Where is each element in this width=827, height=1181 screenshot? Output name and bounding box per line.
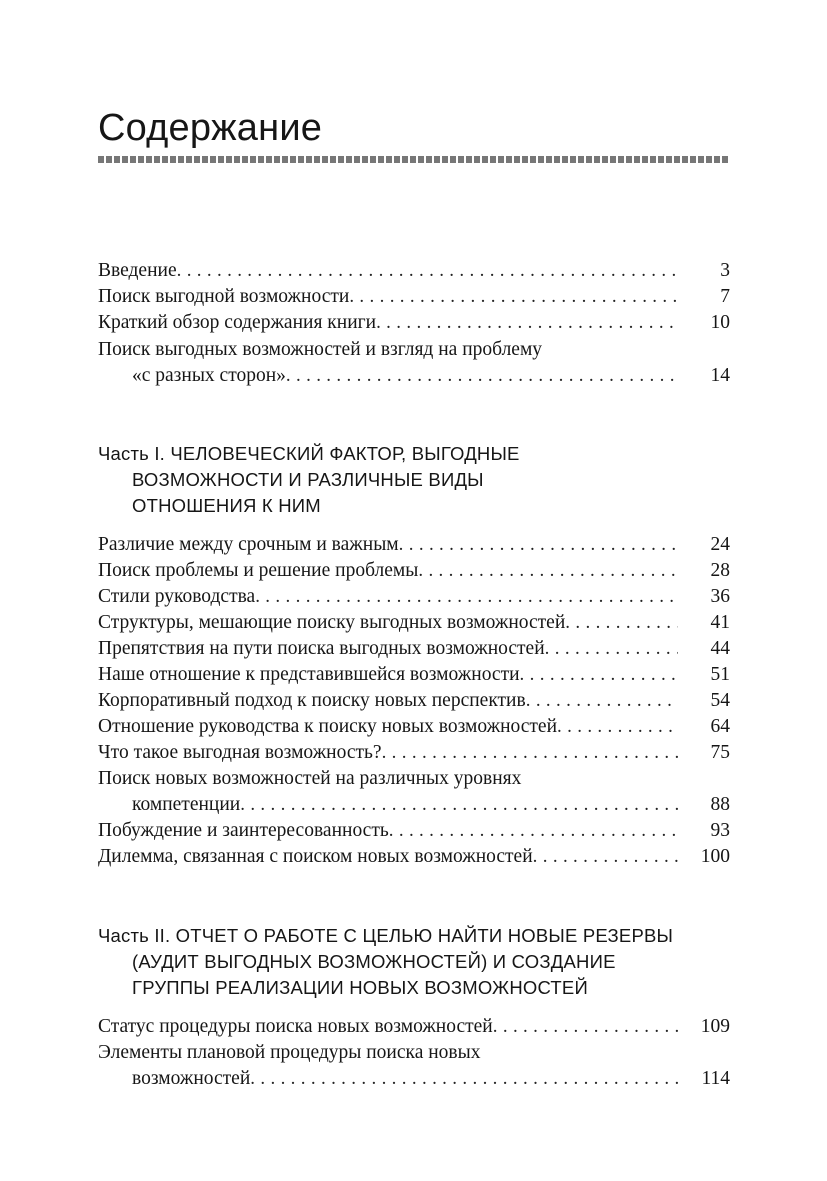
toc-entry-title: Отношение руководства к поиску новых возможностей: [98, 716, 558, 737]
toc-entry-title: Краткий обзор содержания книги: [98, 312, 377, 333]
leader-dots: [565, 610, 678, 636]
page-title: Содержание: [98, 107, 323, 149]
toc-entry-page: 36: [710, 586, 730, 607]
toc-entry-title: Различие между срочным и важным: [98, 534, 399, 555]
leader-dots: [493, 1014, 678, 1040]
toc-entry-title: Поиск выгодной возможности: [98, 286, 350, 307]
toc-entry-title: Побуждение и заинтересованность: [98, 820, 389, 841]
toc-entry-title: Что такое выгодная возможность?: [98, 742, 382, 763]
toc-entry-title: Дилемма, связанная с поиском новых возможностей: [98, 846, 533, 867]
toc-entry-page: 10: [710, 312, 730, 333]
leader-dots: [286, 363, 678, 389]
part1-heading-line3: ОТНОШЕНИЯ К НИМ: [132, 495, 321, 516]
toc-entry-different-angles[interactable]: [132, 363, 730, 389]
toc-entry-page: 109: [700, 1016, 730, 1037]
toc-entry-title: Поиск проблемы и решение проблемы: [98, 560, 419, 581]
toc-entry-page: 114: [701, 1068, 730, 1089]
part1-heading-line1[interactable]: Часть I. ЧЕЛОВЕЧЕСКИЙ ФАКТОР, ВЫГОДНЫЕ: [98, 443, 520, 464]
leader-dots: [177, 258, 678, 284]
part2-heading-line3: ГРУППЫ РЕАЛИЗАЦИИ НОВЫХ ВОЗМОЖНОСТЕЙ: [132, 977, 588, 998]
toc-entry-page: 100: [700, 846, 730, 867]
toc-entry-page: 7: [720, 286, 730, 307]
toc-entry-title: Наше отношение к представившейся возможности: [98, 664, 520, 685]
part1-heading-line2: ВОЗМОЖНОСТИ И РАЗЛИЧНЫЕ ВИДЫ: [132, 469, 484, 490]
toc-entry-title: Структуры, мешающие поиску выгодных возможностей: [98, 612, 566, 633]
toc-entry-management-styles[interactable]: [98, 584, 730, 610]
toc-entry-title: Стили руководства: [98, 586, 256, 607]
toc-entry-procedure-elements[interactable]: [132, 1066, 730, 1092]
toc-entry-corporate-approach[interactable]: [98, 688, 730, 714]
toc-entry-book-overview[interactable]: [98, 310, 730, 336]
toc-entry-page: 24: [710, 534, 730, 555]
toc-entry-urgent-vs-important[interactable]: [98, 532, 730, 558]
toc-entry-our-attitude[interactable]: [98, 662, 730, 688]
leader-dots: [255, 584, 678, 610]
toc-entry-obstacles[interactable]: [98, 636, 730, 662]
toc-entry-procedure-status[interactable]: [98, 1014, 730, 1040]
toc-entry-title: Препятствия на пути поиска выгодных возможностей: [98, 638, 545, 659]
leader-dots: [399, 532, 678, 558]
toc-entry-page: 64: [710, 716, 730, 737]
leader-dots: [376, 310, 678, 336]
leader-dots: [349, 284, 678, 310]
toc-entry-page: 41: [710, 612, 730, 633]
toc-entry-page: 54: [710, 690, 730, 711]
leader-dots: [382, 740, 678, 766]
toc-entry-competence-levels-line1[interactable]: Поиск новых возможностей на различных уровнях: [98, 768, 522, 789]
toc-entry-page: 14: [710, 365, 730, 386]
part2-heading-line2: (АУДИТ ВЫГОДНЫХ ВОЗМОЖНОСТЕЙ) И СОЗДАНИЕ: [132, 951, 616, 972]
leader-dots: [418, 558, 678, 584]
toc-entry-dilemma[interactable]: [98, 844, 730, 870]
toc-entry-competence-levels[interactable]: [132, 792, 730, 818]
leader-dots: [557, 714, 678, 740]
toc-entry-procedure-elements-line1[interactable]: Элементы плановой процедуры поиска новых: [98, 1042, 481, 1063]
toc-entry-page: 93: [710, 820, 730, 841]
toc-entry-title: Введение: [98, 260, 177, 281]
leader-dots: [240, 792, 678, 818]
toc-entry-title: возможностей: [132, 1068, 251, 1089]
leader-dots: [250, 1066, 678, 1092]
toc-entry-title: компетенции: [132, 794, 241, 815]
toc-entry-what-is-opportunity[interactable]: [98, 740, 730, 766]
toc-entry-page: 44: [710, 638, 730, 659]
toc-entry-page: 28: [710, 560, 730, 581]
toc-entry-intro[interactable]: [98, 258, 730, 284]
toc-entry-page: 51: [710, 664, 730, 685]
toc-entry-different-angles-line1[interactable]: Поиск выгодных возможностей и взгляд на проблему: [98, 339, 543, 360]
leader-dots: [389, 818, 678, 844]
toc-entry-page: 75: [710, 742, 730, 763]
title-divider: [98, 156, 728, 163]
leader-dots: [533, 844, 678, 870]
leader-dots: [526, 688, 678, 714]
toc-entry-management-attitude[interactable]: [98, 714, 730, 740]
toc-entry-page: 88: [710, 794, 730, 815]
toc-entry-title: Корпоративный подход к поиску новых перспектив: [98, 690, 526, 711]
toc-entry-motivation[interactable]: [98, 818, 730, 844]
leader-dots: [545, 636, 678, 662]
part2-heading-line1[interactable]: Часть II. ОТЧЕТ О РАБОТЕ С ЦЕЛЬЮ НАЙТИ НОВЫЕ РЕЗЕРВЫ: [98, 925, 674, 946]
toc-entry-page: 3: [720, 260, 730, 281]
toc-entry-title: Статус процедуры поиска новых возможностей: [98, 1016, 493, 1037]
leader-dots: [520, 662, 678, 688]
toc-entry-structures[interactable]: [98, 610, 730, 636]
toc-entry-title: «с разных сторон»: [132, 365, 286, 386]
toc-entry-opportunity-search[interactable]: [98, 284, 730, 310]
toc-entry-problem-search[interactable]: [98, 558, 730, 584]
